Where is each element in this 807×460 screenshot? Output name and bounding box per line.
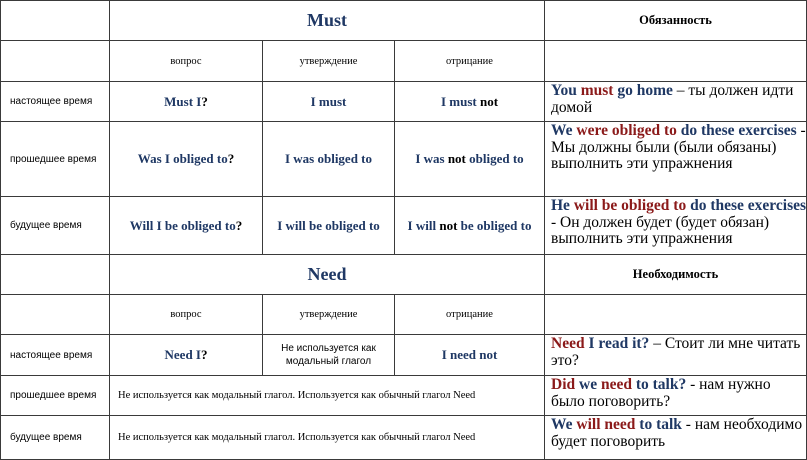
must-past-statement: I was obliged to	[263, 122, 395, 197]
ex-part: – Стоит ли мне читать это?	[551, 335, 801, 369]
text-part: obliged to	[469, 151, 524, 166]
ex-part: Need	[551, 335, 585, 352]
ex-part: will need	[576, 416, 636, 433]
need-past-note: Не используется как модальный глагол. Используется как обычный глагол Need	[110, 376, 545, 416]
text-part: not	[439, 217, 458, 233]
ex-part: You	[551, 82, 581, 99]
column-header-statement: утверждение	[263, 41, 395, 82]
empty-label-cell	[0, 41, 110, 82]
must-present-question	[110, 82, 263, 122]
need-row-label-future: будущее время	[0, 416, 110, 460]
ex-part: need	[600, 376, 632, 393]
text-part: ?	[227, 151, 235, 166]
text-part: Need I	[164, 347, 201, 362]
empty-example-header	[545, 41, 807, 82]
column-header-question: вопрос	[110, 41, 263, 82]
ex-part: will be obliged to	[573, 197, 687, 214]
must-present-negation	[395, 82, 545, 122]
text-part: I was	[415, 151, 445, 166]
must-future-statement: I will be obliged to	[263, 197, 395, 255]
need-past-example	[545, 376, 807, 416]
need-present-question	[110, 335, 263, 376]
must-past-question	[110, 122, 263, 197]
text-part: Must I	[164, 93, 202, 109]
ex-part: we	[575, 376, 601, 393]
row-label-past: прошедшее время	[0, 122, 110, 197]
text-part: ?	[235, 217, 243, 233]
text-part: ?	[200, 347, 208, 362]
ex-part: We	[551, 416, 577, 433]
ex-part: go home	[613, 82, 673, 99]
must-present-example	[545, 82, 807, 122]
ex-part: to talk?	[631, 376, 687, 393]
ex-part: He	[551, 197, 574, 214]
empty-corner-cell-need	[0, 255, 110, 295]
row-label-present: настоящее время	[0, 82, 110, 122]
empty-example-header-need	[545, 295, 807, 335]
need-meaning: Необходимость	[545, 255, 807, 295]
text-part: be obliged to	[460, 217, 532, 233]
must-title: Must	[110, 0, 545, 41]
empty-corner-cell	[0, 0, 110, 41]
ex-part: must	[580, 82, 614, 99]
ex-part: – ты должен идти домой	[551, 82, 794, 116]
text-part: ?	[201, 93, 208, 109]
text-part: I will	[407, 217, 437, 233]
need-present-statement: Не используется как модальный глагол	[263, 335, 395, 376]
text-part: Was I obliged to	[137, 151, 228, 166]
text-part: I must	[440, 93, 477, 109]
need-present-example	[545, 335, 807, 376]
need-column-header-statement: утверждение	[263, 295, 395, 335]
column-header-negation: отрицание	[395, 41, 545, 82]
must-future-negation	[395, 197, 545, 255]
text-part: not	[447, 151, 466, 166]
ex-part: I read it?	[584, 335, 654, 352]
need-row-label-present: настоящее время	[0, 335, 110, 376]
ex-part: - нам необходимо будет поговорить	[551, 416, 803, 450]
ex-part: to talk	[635, 416, 682, 433]
ex-part: were obliged to	[576, 122, 677, 139]
row-label-future: будущее время	[0, 197, 110, 255]
ex-part: Did	[551, 376, 576, 393]
ex-part: - Он должен будет (будет обязан) выполнить эти упражнения	[551, 213, 770, 247]
ex-part: - нам нужно было поговорить?	[551, 376, 771, 410]
must-future-example	[545, 197, 807, 255]
need-column-header-question: вопрос	[110, 295, 263, 335]
need-future-example	[545, 416, 807, 460]
ex-part: do these exercises	[676, 122, 797, 139]
text-part: not	[479, 93, 499, 109]
must-present-statement: I must	[263, 82, 395, 122]
must-past-negation	[395, 122, 545, 197]
must-past-example	[545, 122, 807, 197]
need-row-label-past: прошедшее время	[0, 376, 110, 416]
ex-part: do these exercises	[686, 197, 807, 214]
ex-part: - Мы должны были (были обязаны) выполнить эти упражнения	[551, 122, 806, 172]
must-future-question	[110, 197, 263, 255]
need-column-header-negation: отрицание	[395, 295, 545, 335]
must-meaning: Обязанность	[545, 0, 807, 41]
need-title: Need	[110, 255, 545, 295]
text-part: Will I be obliged to	[129, 217, 236, 233]
empty-label-cell-need	[0, 295, 110, 335]
need-present-negation: I need not	[395, 335, 545, 376]
ex-part: We	[551, 122, 577, 139]
need-future-note: Не используется как модальный глагол. Используется как обычный глагол Need	[110, 416, 545, 460]
